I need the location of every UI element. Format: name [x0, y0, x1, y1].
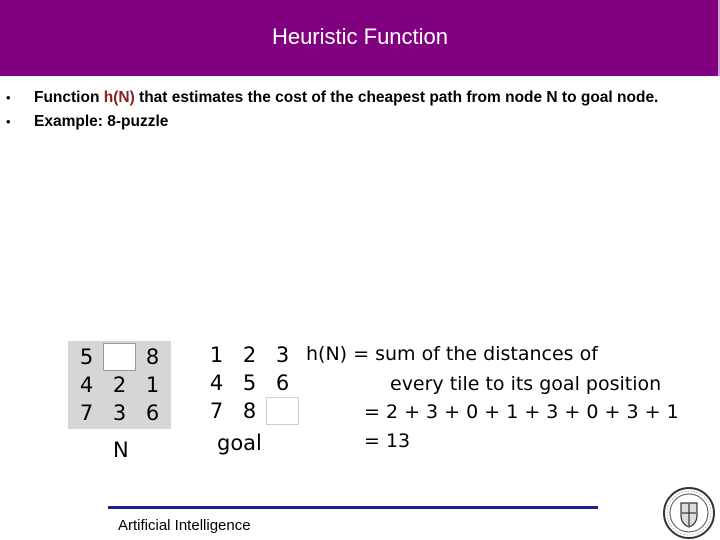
formula-line-1: h(N) = sum of the distances of — [306, 343, 598, 365]
heuristic-term: h(N) — [103, 89, 135, 106]
goal-tile-8: 8 — [242, 398, 257, 423]
slide-title: Heuristic Function — [271, 24, 449, 49]
bullet-text-prefix: Function — [34, 89, 104, 106]
goal-tile-1: 1 — [209, 342, 224, 367]
start-tile-4: 4 — [79, 372, 94, 397]
start-tile-6: 6 — [145, 400, 160, 425]
start-blank-cell — [103, 343, 136, 371]
bullet-example-text: Example: 8-puzzle — [34, 113, 169, 130]
bullet-marker: • — [6, 90, 11, 105]
goal-tile-7: 7 — [209, 398, 224, 423]
goal-tile-5: 5 — [242, 370, 257, 395]
start-tile-1: 1 — [145, 372, 160, 397]
puzzle-goal-label: goal — [217, 431, 262, 455]
puzzle-start-label: N — [113, 438, 129, 462]
start-tile-3: 3 — [112, 400, 127, 425]
footer-divider — [108, 506, 598, 509]
start-tile-7: 7 — [79, 400, 94, 425]
bullet-list — [6, 88, 716, 136]
bullet-marker: • — [6, 114, 11, 129]
slide-header — [0, 0, 720, 76]
formula-line-3: = 2 + 3 + 0 + 1 + 3 + 0 + 3 + 1 — [364, 401, 679, 423]
puzzle-goal-grid — [200, 341, 299, 425]
footer-course-title: Artificial Intelligence — [118, 517, 251, 534]
goal-blank-cell — [266, 397, 299, 425]
goal-tile-6: 6 — [275, 370, 290, 395]
university-seal-icon — [659, 486, 719, 540]
puzzle-start-grid — [68, 341, 171, 429]
start-tile-2: 2 — [112, 372, 127, 397]
bullet-definition — [6, 88, 716, 107]
goal-tile-2: 2 — [242, 342, 257, 367]
goal-tile-3: 3 — [275, 342, 290, 367]
formula-line-2: every tile to its goal position — [390, 373, 662, 395]
goal-tile-4: 4 — [209, 370, 224, 395]
formula-line-4: = 13 — [364, 430, 411, 452]
start-tile-8: 8 — [145, 344, 160, 369]
bullet-example — [6, 112, 716, 131]
bullet-text-suffix: that estimates the cost of the cheapest path from node N to goal node. — [134, 89, 659, 106]
start-tile-5: 5 — [79, 344, 94, 369]
